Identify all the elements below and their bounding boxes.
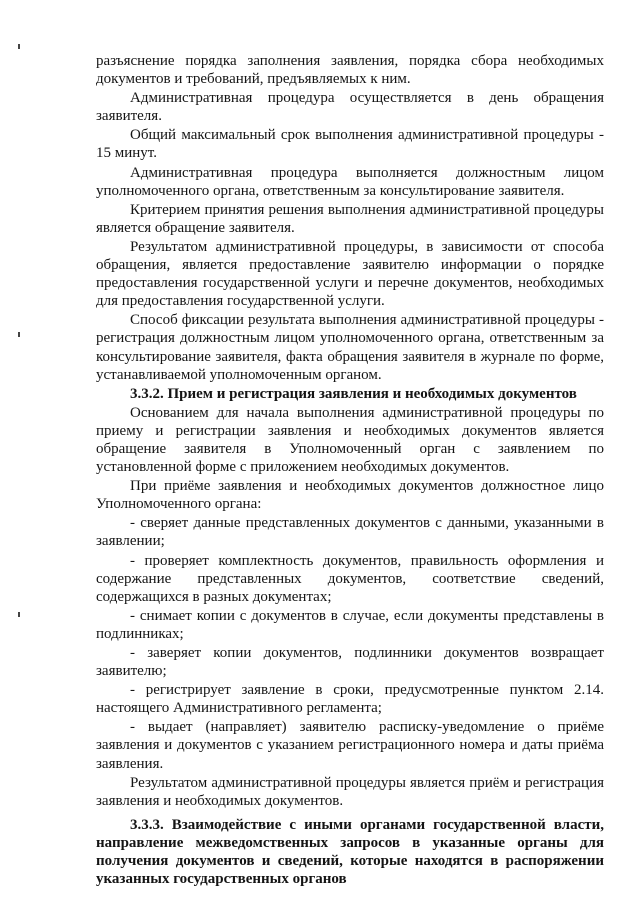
paragraph: Административная процедура осуществляется в день обращения заявителя. bbox=[96, 90, 604, 125]
list-item: - заверяет копии документов, подлинники документов возвращает заявителю; bbox=[96, 645, 604, 680]
list-item: - проверяет комплектность документов, правильность оформления и содержание представленных документов, соответствие сведений, содержащихся в разных документах; bbox=[96, 552, 604, 605]
paragraph: Общий максимальный срок выполнения административной процедуры - 15 минут. bbox=[96, 127, 604, 162]
paragraph: разъяснение порядка заполнения заявления, порядка сбора необходимых документов и требований, предъявляемых к ним. bbox=[96, 53, 604, 88]
paragraph: Критерием принятия решения выполнения административной процедуры является обращение заявителя. bbox=[96, 201, 604, 236]
section-heading-3-3-2: 3.3.2. Прием и регистрация заявления и необходимых документов bbox=[130, 385, 577, 402]
margin-mark bbox=[18, 332, 20, 337]
document-body bbox=[96, 52, 604, 889]
paragraph: Основанием для начала выполнения административной процедуры по приему и регистрации заявления и необходимых документов является обращение заявителя в Уполномоченный орган с заявлением по установленной форме с приложением необходимых документов. bbox=[96, 404, 604, 476]
paragraph: При приёме заявления и необходимых документов должностное лицо Уполномоченного органа: bbox=[96, 478, 604, 513]
paragraph: Административная процедура выполняется должностным лицом уполномоченного органа, ответственным за консультирование заявителя. bbox=[96, 164, 604, 199]
list-item: - регистрирует заявление в сроки, предусмотренные пунктом 2.14. настоящего Административного регламента; bbox=[96, 682, 604, 717]
paragraph: Результатом административной процедуры, в зависимости от способа обращения, является предоставление заявителю информации о порядке предоставления государственной услуги и перечне документов, необходимых для предоставления государственной услуги. bbox=[96, 238, 604, 310]
list-item: - выдает (направляет) заявителю расписку-уведомление о приёме заявления и документов с указанием регистрационного номера и даты приёма заявления. bbox=[96, 719, 604, 772]
section-heading-3-3-3: 3.3.3. Взаимодействие с иными органами государственной власти, направление межведомственных запросов в указанные органы для получения документов и сведений, которые находятся в распоряжении указанных государственных органов bbox=[96, 816, 604, 888]
paragraph: Способ фиксации результата выполнения административной процедуры - регистрация должностным лицом уполномоченного органа, ответственным за консультирование заявителя, факта обращения заявителя в журнале по форме, устанавливаемой уполномоченным органом. bbox=[96, 312, 604, 383]
list-item: - сверяет данные представленных документов с данными, указанными в заявлении; bbox=[96, 515, 604, 550]
list-item: - снимает копии с документов в случае, если документы представлены в подлинниках; bbox=[96, 607, 604, 642]
margin-mark bbox=[18, 612, 20, 617]
paragraph: Результатом административной процедуры является приём и регистрация заявления и необходимых документов. bbox=[96, 774, 604, 809]
margin-mark bbox=[18, 44, 20, 49]
